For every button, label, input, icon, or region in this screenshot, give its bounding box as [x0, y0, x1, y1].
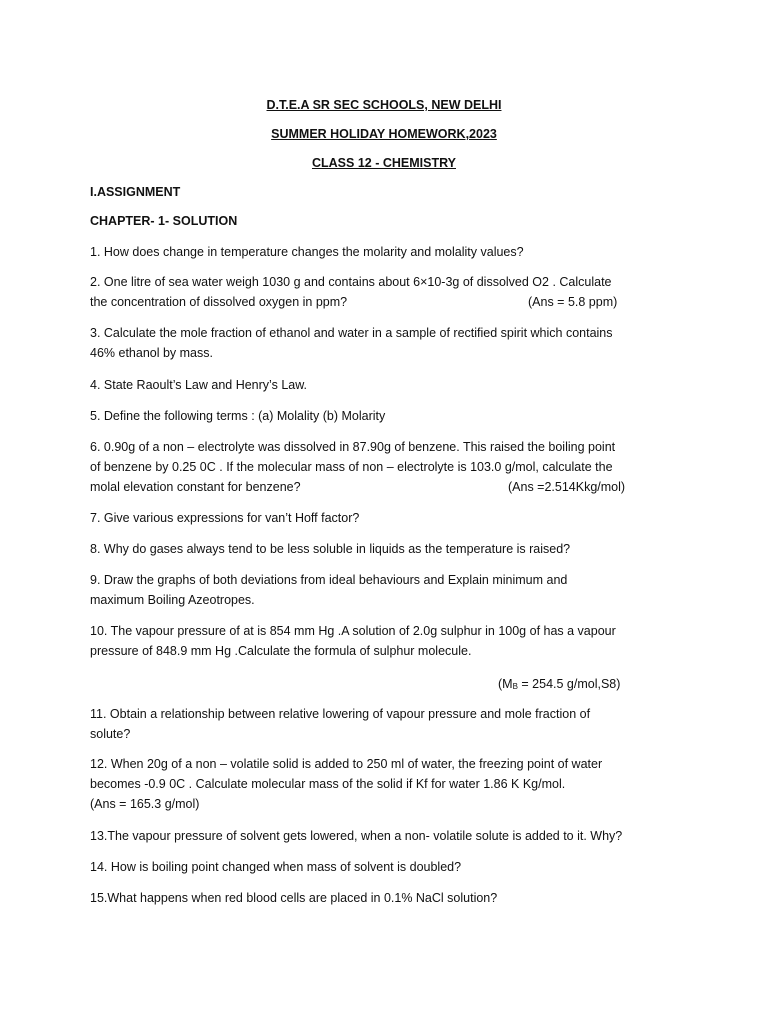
class-subject: CLASS 12 - CHEMISTRY [311, 156, 456, 170]
question-text: 14. How is boiling point changed when mass of solvent is doubled? [90, 860, 462, 874]
homework-title: SUMMER HOLIDAY HOMEWORK,2023 [271, 127, 497, 141]
question-text: 4. State Raoult’s Law and Henry’s Law. [90, 378, 308, 392]
question-text: 7. Give various expressions for van’t Hoff factor? [90, 511, 360, 525]
question-8 [90, 539, 700, 559]
question-6 [90, 437, 700, 497]
question-text: maximum Boiling Azeotropes. [90, 593, 255, 607]
question-9 [90, 570, 700, 610]
question-text: 46% ethanol by mass. [90, 346, 213, 360]
question-text: 8. Why do gases always tend to be less soluble in liquids as the temperature is raised? [90, 542, 571, 556]
question-text: of benzene by 0.25 0C . If the molecular mass of non – electrolyte is 103.0 g/mol, calculate the [90, 460, 613, 474]
question-15 [90, 888, 700, 908]
question-3 [90, 323, 700, 363]
question-14 [90, 857, 700, 877]
question-text: becomes -0.9 0C . Calculate molecular mass of the solid if Kf for water 1.86 K Kg/mol. [90, 777, 566, 791]
question-text: 10. The vapour pressure of at is 854 mm Hg .A solution of 2.0g sulphur in 100g of has a vapour [90, 624, 616, 638]
question-text: molal elevation constant for benzene? [90, 480, 301, 494]
question-text: 6. 0.90g of a non – electrolyte was dissolved in 87.90g of benzene. This raised the boiling point [90, 440, 616, 454]
question-5 [90, 406, 700, 426]
answer-text: (Ans = 5.8 ppm) [528, 295, 618, 309]
question-text: 3. Calculate the mole fraction of ethanol and water in a sample of rectified spirit which contains [90, 326, 613, 340]
question-13 [90, 826, 700, 846]
school-name: D.T.E.A SR SEC SCHOOLS, NEW DELHI [266, 98, 502, 112]
question-2 [90, 272, 700, 312]
answer-text: (Ans = 165.3 g/mol) [90, 797, 200, 811]
question-11 [90, 704, 700, 744]
question-text: 5. Define the following terms : (a) Molality (b) Molarity [90, 409, 386, 423]
question-text: the concentration of dissolved oxygen in ppm? [90, 295, 348, 309]
question-10 [90, 621, 700, 691]
question-text: 9. Draw the graphs of both deviations from ideal behaviours and Explain minimum and [90, 573, 568, 587]
question-1 [90, 242, 700, 262]
question-4 [90, 375, 700, 395]
question-text: 11. Obtain a relationship between relative lowering of vapour pressure and mole fraction of [90, 707, 591, 721]
chapter-heading: CHAPTER- 1- SOLUTION [90, 214, 238, 228]
question-text: 1. How does change in temperature changes the molarity and molality values? [90, 245, 524, 259]
answer-text: (Ans =2.514Kkg/mol) [508, 480, 626, 494]
answer-text: ($M_B = 254.5$ g/mol,S8) [498, 677, 621, 691]
question-text: 15.What happens when red blood cells are placed in 0.1% NaCl solution? [90, 891, 498, 905]
question-text: pressure of 848.9 mm Hg .Calculate the formula of sulphur molecule. [90, 644, 472, 658]
question-text: 12. When 20g of a non – volatile solid is added to 250 ml of water, the freezing point of water [90, 757, 603, 771]
section-heading: I.ASSIGNMENT [90, 185, 181, 199]
question-7 [90, 508, 700, 528]
question-text: 13.The vapour pressure of solvent gets lowered, when a non- volatile solute is added to it. Why? [90, 829, 623, 843]
question-12 [90, 754, 700, 814]
question-text: solute? [90, 727, 131, 741]
question-text: 2. One litre of sea water weigh 1030 g and contains about 6×10-3g of dissolved O2 . Calculate [90, 275, 612, 289]
